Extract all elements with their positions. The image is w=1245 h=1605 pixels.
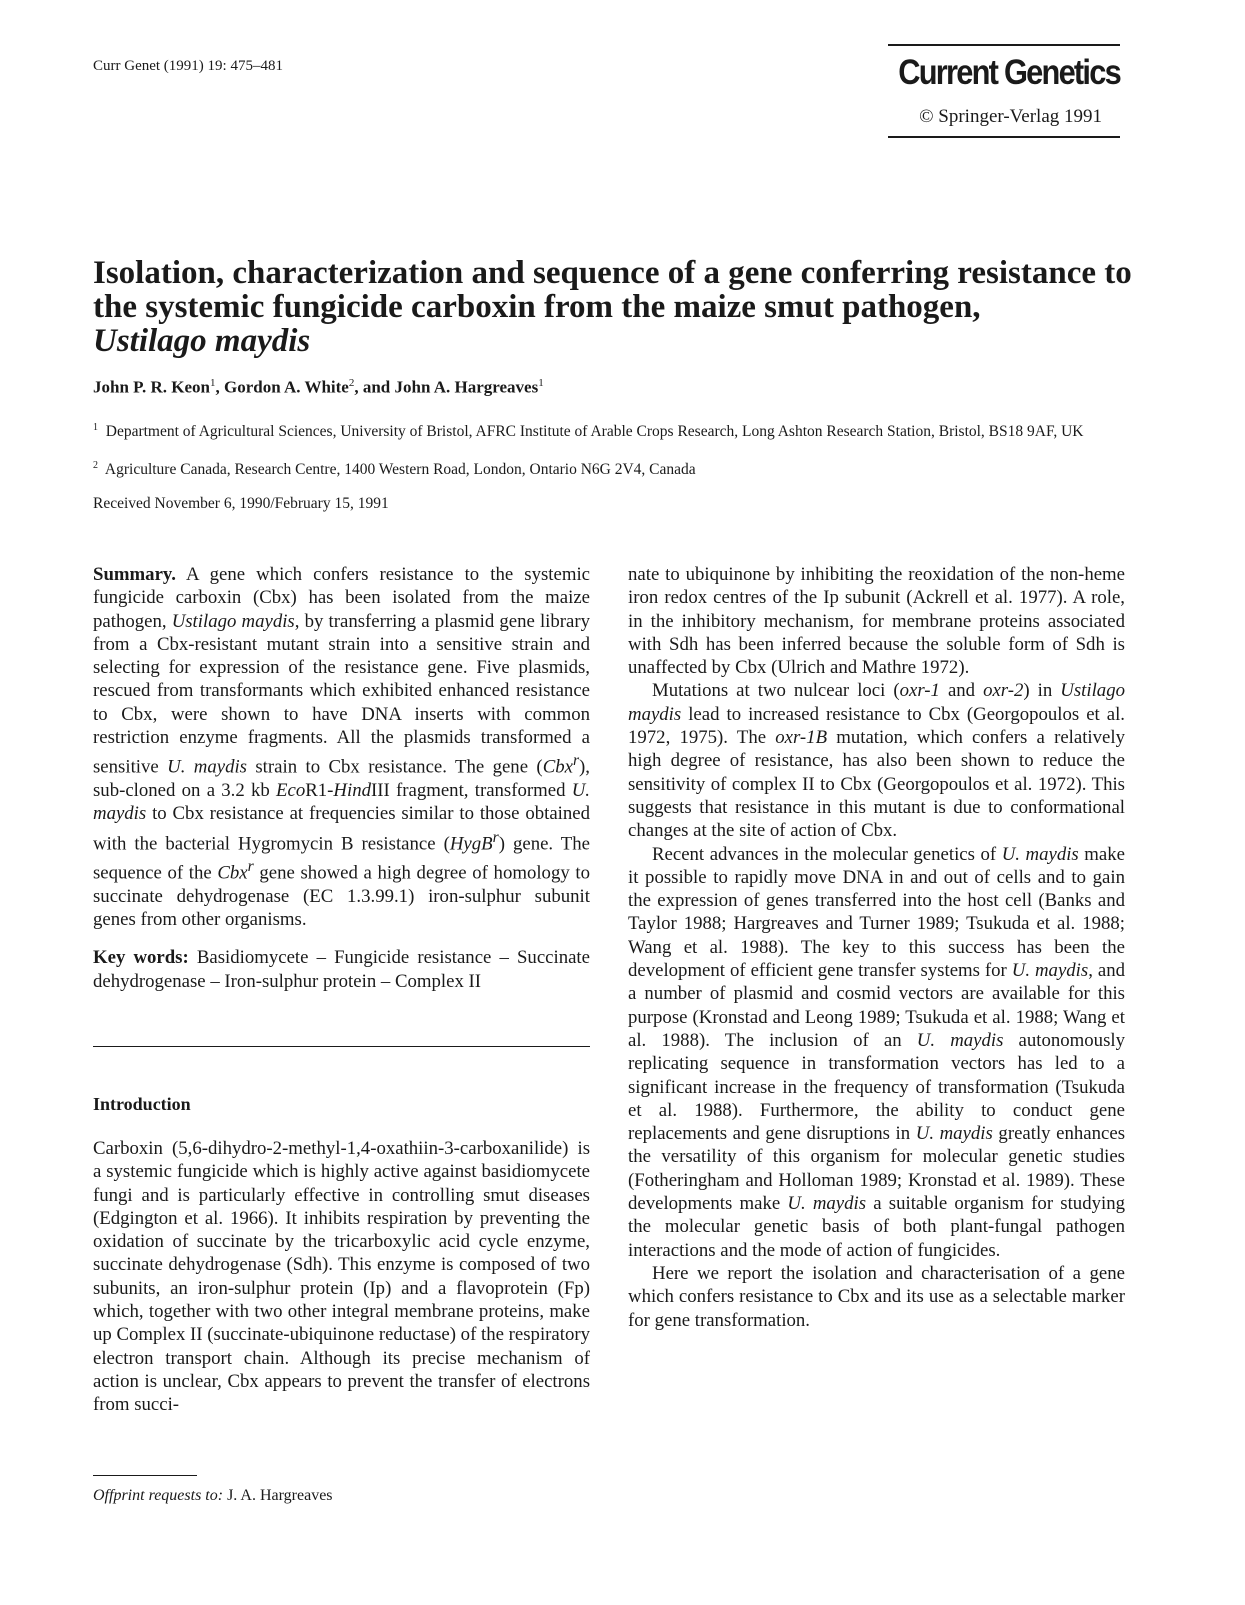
- body-text: mutation, which confers a relatively high degree of resistance, has also been shown to reduce the sensitivity of complex II to Cbx (Georgopoulos et al. 1972). This suggests that resistance in this mutant is due to conformational changes at the site of action of Cbx.: [628, 727, 1125, 842]
- citation: Curr Genet (1991) 19: 475–481: [93, 58, 283, 74]
- introduction-paragraph: Carboxin (5,6-dihydro-2-methyl-1,4-oxathiin-3-carboxanilide) is a systemic fungicide which is highly active against basidiomycete fungi and is particularly effective in controlling smut diseases (Edgington et al. 1966). It inhibits respiration by preventing the oxidation of succinate by the tricarboxylic acid cycle enzyme, succinate dehydrogenase (Sdh). This enzyme is composed of two subunits, an iron-sulphur protein (Ip) and a flavoprotein (Fp) which, together with two other integral membrane proteins, make up Complex II (succinate-ubiquinone reductase) of the respiratory electron transport chain. Although its precise mechanism of action is unclear, Cbx appears to prevent the transfer of electrons from succi-: [93, 1138, 591, 1416]
- author-name: John P. R. Keon: [93, 377, 210, 397]
- keywords-label: Key words:: [93, 947, 189, 969]
- summary-italic: U. maydis: [93, 779, 590, 825]
- summary-paragraph: [93, 563, 590, 931]
- introduction-heading: Introduction: [93, 1094, 191, 1114]
- masthead-rule-bottom: [888, 136, 1120, 138]
- body-italic: U. maydis: [916, 1029, 1004, 1051]
- summary-italic: Cbx: [217, 862, 248, 884]
- body-text: lead to increased resistance to Cbx (Georgopoulos et al. 1972, 1975). The: [628, 703, 1125, 749]
- author-name: Gordon A. White: [223, 377, 349, 397]
- body-italic: U. maydis: [1011, 960, 1089, 982]
- body-italic: U. maydis: [915, 1123, 993, 1145]
- author-separator: , and: [354, 377, 395, 397]
- author-affiliation-mark: 1: [209, 377, 216, 389]
- summary-italic: Ustilago maydis: [171, 610, 295, 632]
- summary-italic: Cbx: [542, 756, 573, 778]
- keywords-text: Basidiomycete – Fungicide resistance – Succinate dehydrogenase – Iron-sulphur protein – Complex II: [93, 947, 590, 992]
- summary-italic: U. maydis: [167, 756, 247, 778]
- article-title: [93, 256, 1133, 358]
- author-affiliation-mark: 2: [348, 377, 355, 389]
- summary-text: ) gene. The sequence of the: [93, 832, 590, 884]
- summary-separator-rule: [93, 1046, 590, 1047]
- summary-text: ), sub-cloned on a 3.2 kb: [93, 756, 590, 801]
- summary-superscript: r: [247, 858, 254, 876]
- body-text: Recent advances in the molecular genetics of: [652, 843, 1002, 865]
- affiliation: [93, 418, 1128, 441]
- offprint-label: Offprint requests to:: [93, 1487, 224, 1504]
- footnote-rule: [93, 1475, 197, 1476]
- received-dates: Received November 6, 1990/February 15, 1991: [93, 495, 389, 512]
- body-italic: U. maydis: [1001, 843, 1079, 865]
- summary-text: A gene which confers resistance to the systemic fungicide carboxin (Cbx) has been isolated from the maize pathogen,: [93, 564, 590, 632]
- journal-name: Current Genetics: [898, 53, 1120, 92]
- summary-text: III fragment, transformed: [370, 779, 572, 801]
- body-text: and: [939, 680, 984, 702]
- summary-superscript: r: [572, 752, 580, 770]
- offprint-name: J. A. Hargreaves: [223, 1487, 333, 1504]
- author-name: John A. Hargreaves: [394, 377, 539, 397]
- summary-italic: Eco: [276, 779, 306, 801]
- summary-text: to Cbx resistance at frequencies similar to those obtained with the bacterial Hygromycin B resistance (: [93, 803, 590, 854]
- right-column: [628, 563, 1125, 1332]
- body-paragraph: [628, 679, 1125, 842]
- copyright: © Springer-Verlag 1991: [919, 106, 1102, 127]
- masthead-rule-top: [888, 44, 1120, 46]
- summary-text: R1-: [305, 779, 334, 801]
- body-text: make it possible to rapidly move DNA in and out of cells and to gain the expression of genes transferred into the host cell (Banks and Taylor 1988; Hargreaves and Turner 1989; Tsukuda et al. 1988; Wang et al. 1988). The key to this success has been the development of efficient gene transfer systems for: [628, 843, 1125, 982]
- body-italic: Ustilago maydis: [628, 680, 1125, 725]
- author-list: [93, 377, 544, 398]
- body-italic: oxr-1: [899, 680, 940, 702]
- body-paragraph: Here we report the isolation and characterisation of a gene which confers resistance to Cbx and its use as a selectable marker for gene transformation.: [628, 1262, 1125, 1331]
- body-paragraph: nate to ubiquinone by inhibiting the reoxidation of the non-heme iron redox centres of the Ip subunit (Ackrell et al. 1977). A role, in the inhibitory mechanism, for membrane proteins associated with Sdh has been inferred because the soluble form of Sdh is unaffected by Cbx (Ulrich and Mathre 1972).: [628, 564, 1125, 679]
- introduction-body: [93, 1137, 590, 1417]
- summary-italic: HygB: [449, 832, 493, 854]
- body-italic: U. maydis: [787, 1193, 867, 1215]
- body-text: , and a number of plasmid and cosmid vectors are available for this purpose (Kronstad and Leong 1989; Tsukuda et al. 1988; Wang et al. 1988). The inclusion of an: [628, 960, 1125, 1051]
- affiliation-text: Agriculture Canada, Research Centre, 1400 Western Road, London, Ontario N6G 2V4, Canada: [104, 461, 696, 479]
- body-text: greatly enhances the versatility of this organism for molecular genetic studies (Fotheringham and Holloman 1989; Kronstad et al. 1989). These developments make: [628, 1123, 1125, 1215]
- body-text: Mutations at two nulcear loci (: [652, 680, 900, 702]
- summary-italic: Hind: [333, 779, 371, 801]
- summary-label: Summary.: [93, 564, 176, 585]
- affiliation-number: 2: [93, 460, 98, 471]
- body-text: autonomously replicating sequence in transformation vectors has led to a significant increase in the frequency of transformation (Tsukuda et al. 1988). Furthermore, the ability to conduct gene replacements and gene disruptions in: [628, 1029, 1125, 1145]
- body-text: a suitable organism for studying the molecular genetic basis of both plant-fungal pathogen interactions and the mode of action of fungicides.: [628, 1193, 1125, 1261]
- summary-text: gene showed a high degree of homology to succinate dehydrogenase (EC 1.3.99.1) iron-sulphur subunit genes from other organisms.: [93, 862, 590, 930]
- summary-text: strain to Cbx resistance. The gene (: [246, 756, 543, 778]
- summary-superscript: r: [492, 828, 499, 846]
- title-main: Isolation, characterization and sequence of a gene conferring resistance to the systemic fungicide carboxin from the maize smut pathogen,: [93, 255, 1132, 325]
- body-italic: oxr-1B: [775, 727, 828, 749]
- keywords-paragraph: [93, 946, 590, 993]
- body-text: ) in: [1023, 680, 1061, 702]
- summary-section: [93, 563, 590, 993]
- body-italic: oxr-2: [983, 680, 1024, 702]
- author-affiliation-mark: 1: [538, 377, 544, 389]
- author-separator: ,: [215, 377, 224, 397]
- summary-text: , by transferring a plasmid gene library from a Cbx-resistant mutant strain into a sensitive strain and selecting for expression of the resistance gene. Five plasmids, rescued from transformants which exhibited enhanced resistance to Cbx, were shown to have DNA inserts with common restriction enzyme fragments. All the plasmids transformed a sensitive: [93, 610, 591, 778]
- body-paragraph: [628, 843, 1125, 1262]
- offprint-footnote: [93, 1487, 333, 1505]
- affiliation-text: Department of Agricultural Sciences, University of Bristol, AFRC Institute of Arable Crops Research, Long Ashton Research Station, Bristol, BS18 9AF, UK: [105, 423, 1084, 441]
- affiliation-number: 1: [93, 422, 98, 433]
- affiliation: [93, 456, 1128, 479]
- title-species: Ustilago maydis: [93, 323, 311, 359]
